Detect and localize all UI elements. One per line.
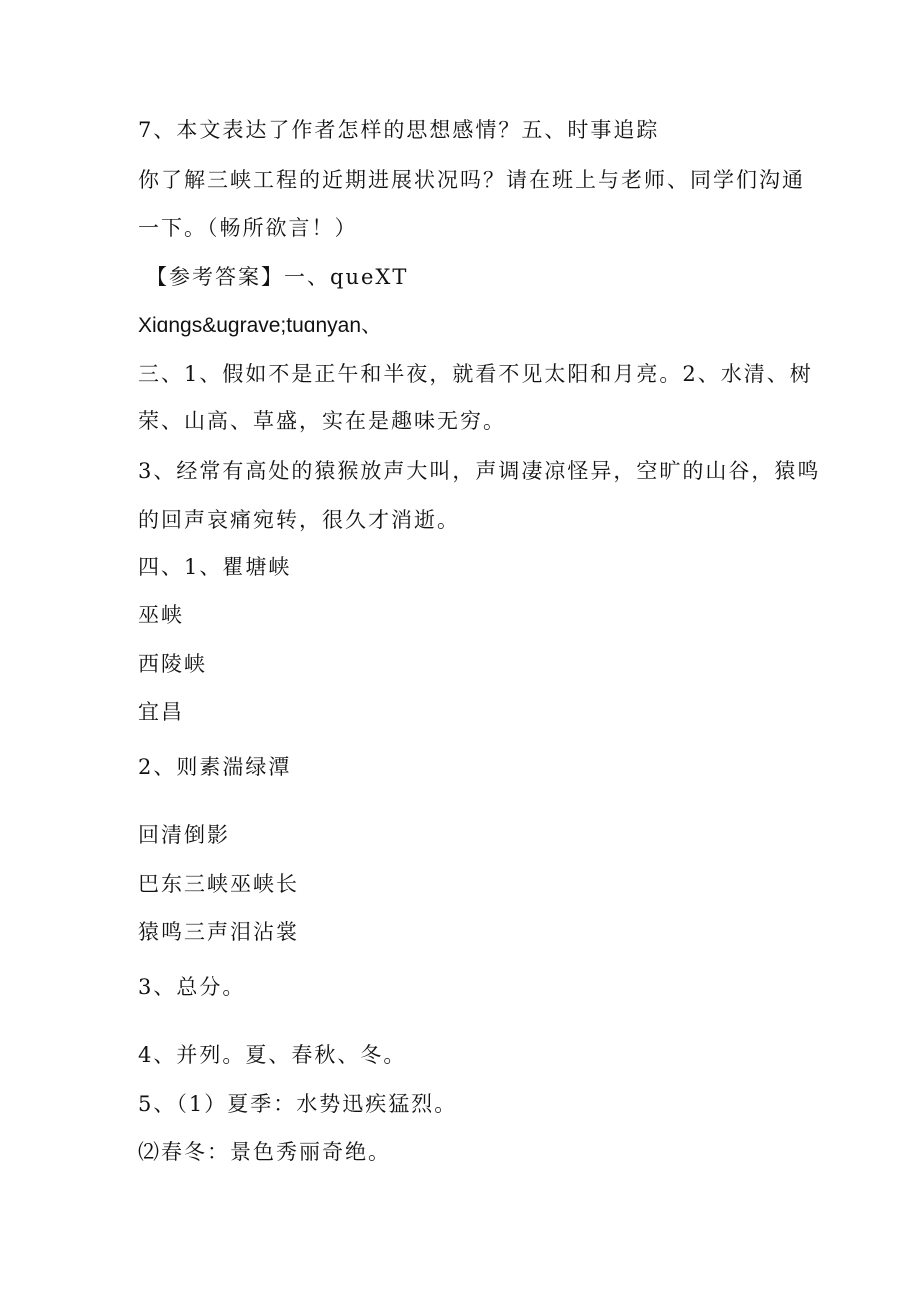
answer-4-item-1: 四、1、瞿塘峡 bbox=[138, 555, 292, 579]
quote-line-3: 猿鸣三声泪沾裳 bbox=[138, 920, 299, 944]
answer-3-line-1: 三、1、假如不是正午和半夜，就看不见太阳和月亮。2、水清、树 bbox=[138, 362, 813, 386]
answer-3-line-3: 3、经常有高处的猿猴放声大叫，声调凄凉怪异，空旷的山谷，猿鸣 bbox=[138, 459, 821, 483]
answer-4-wuxia: 巫峡 bbox=[138, 603, 184, 627]
answer-4-item-4: 4、并列。夏、春秋、冬。 bbox=[138, 1043, 407, 1067]
answer-3-line-4: 的回声哀痛宛转，很久才消逝。 bbox=[138, 508, 460, 532]
answer-3-line-2: 荣、山高、草盛，实在是趣味无穷。 bbox=[138, 409, 506, 433]
current-affairs-line-2: 一下。（畅所欲言！） bbox=[138, 216, 358, 240]
answer-4-item-5-summer: 5、（1）夏季：水势迅疾猛烈。 bbox=[138, 1092, 458, 1116]
answer-4-item-3: 3、总分。 bbox=[138, 975, 246, 999]
answer-4-item-5-spring-winter: ⑵春冬：景色秀丽奇绝。 bbox=[138, 1140, 391, 1164]
current-affairs-line-1: 你了解三峡工程的近期进展状况吗？请在班上与老师、同学们沟通 bbox=[138, 168, 805, 192]
answer-key-heading: 【参考答案】一、queXT bbox=[146, 265, 409, 289]
answer-4-item-2: 2、则素湍绿潭 bbox=[138, 755, 292, 779]
question-7-line: 7、本文表达了作者怎样的思想感情？五、时事追踪 bbox=[138, 118, 660, 142]
answer-4-yichang: 宜昌 bbox=[138, 700, 184, 724]
answer-4-xilingxia: 西陵峡 bbox=[138, 652, 207, 676]
quote-line-1: 回清倒影 bbox=[138, 823, 230, 847]
pinyin-line: Xiɑngs&ugrave;tuɑnyan、 bbox=[138, 314, 382, 337]
quote-line-2: 巴东三峡巫峡长 bbox=[138, 872, 299, 896]
